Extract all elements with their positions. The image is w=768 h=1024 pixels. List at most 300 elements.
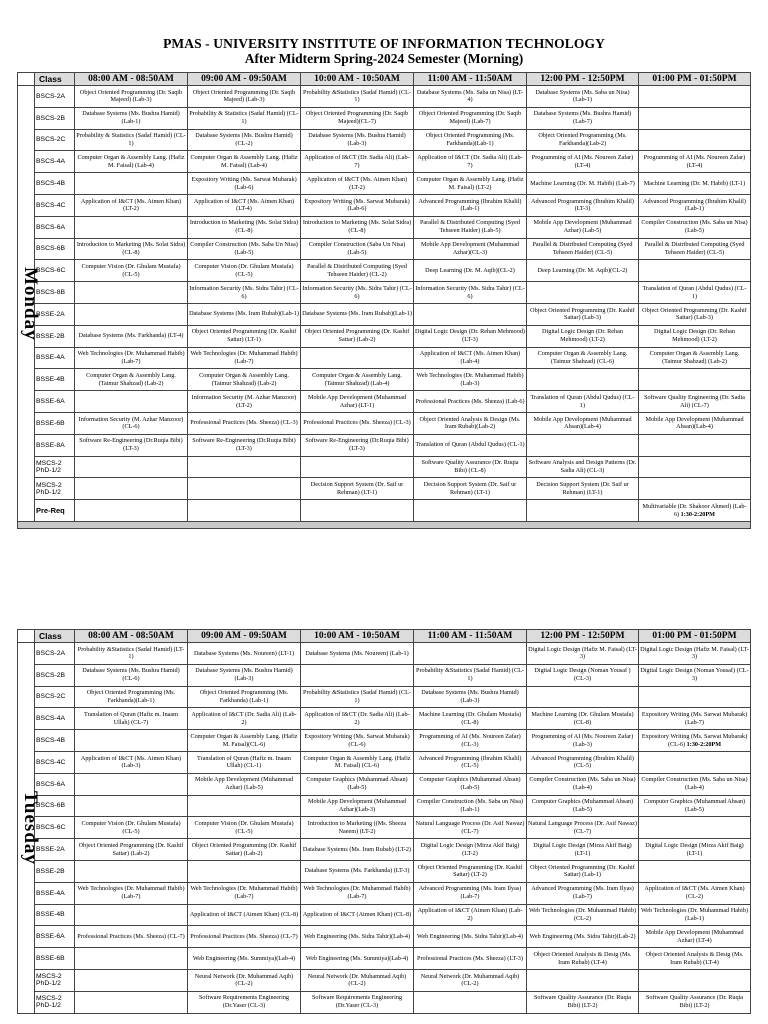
course-cell: Expository Writing (Ms. Sarwat Mubarak) (Lab-7) (639, 708, 751, 730)
course-cell (188, 860, 301, 882)
course-cell (527, 282, 639, 304)
course-cell: Database Systems (Ms. Bushra Hamid) (Lab-1) (75, 107, 188, 129)
page-title: PMAS - UNIVERSITY INSTITUTE OF INFORMATION TECHNOLOGY (163, 36, 605, 51)
course-cell (639, 456, 751, 478)
course-cell: Information Security (Ms. Sidra Tahir) (CL-6) (301, 282, 414, 304)
course-cell: Decision Support System (Dr. Saif ur Rehman) (LT-1) (527, 478, 639, 500)
table-row (18, 751, 751, 773)
course-cell: Application of I&CT (Ms. Aimen Khan) (LT-2) (75, 194, 188, 216)
course-cell: Digital Logic Design (Hafiz M. Faisal) (LT-3) (639, 643, 751, 665)
course-cell: Object Oriented Programming (Dr. Saqib Majeed) (Lab-3) (75, 86, 188, 108)
course-cell: Application of I&CT (Aimen Khan) (CL-8) (188, 904, 301, 926)
table-row (18, 282, 751, 304)
timetable-tuesday (17, 629, 751, 1014)
column-header-slot: 12:00 PM - 12:50PM (527, 73, 639, 86)
course-cell: Digital Logic Design (Noman Yousaf ) (CL-3) (527, 664, 639, 686)
course-cell: Object Oriented Programming (Ms. Farkhanda)(Lab-1) (75, 686, 188, 708)
corner-cell (18, 73, 35, 86)
course-cell: Parallel & Distributed Computing (Syed Tehseen Haider) (Lab-5) (414, 216, 527, 238)
course-cell: Object Oriented Programming (Dr. Kashif Sattar) (LT-1) (188, 325, 301, 347)
course-cell: Object Oriented Programming (Dr. Saqib Majeed) (Lab-3) (188, 86, 301, 108)
course-cell: Mobile App Development (Muhammad Azhar) (LT-1) (301, 391, 414, 413)
course-cell: Database Systems (Ms. Bushra Hamid) (CL-6) (75, 664, 188, 686)
class-name: BSCS-2B (35, 107, 75, 129)
course-cell: Computer Graphics (Muhammad Ahsan) (Lab-5) (301, 773, 414, 795)
class-name: BSSE-4A (35, 347, 75, 369)
course-cell: Neural Network (Dr. Muhammad Aqib) (CL-2) (414, 969, 527, 991)
course-cell: Software Re-Engineering (Dr.Ruqia Bibi) (LT-3) (188, 434, 301, 456)
course-cell: Expository Writing (Ms. Sarwat Mubarak)(Lab-6) (301, 194, 414, 216)
course-cell: Web Engineering (Ms. Summiya)(Lab-4) (301, 948, 414, 970)
course-cell: Advanced Programming (Ibrahim Khalil) (Lab-1) (414, 194, 527, 216)
course-cell: Advanced Programming (Ibrahim Khalil) (CL-5) (414, 751, 527, 773)
course-cell (639, 86, 751, 108)
course-cell: Professional Practices (Ms. Sheeza) (CL-3) (301, 412, 414, 434)
course-cell: Mobile App Development (Muhammad Azhar)(CL-3) (414, 238, 527, 260)
course-cell (639, 260, 751, 282)
course-cell: Expository Writing (Ms. Sarwat Mubarak) (Lab-6) (188, 173, 301, 195)
course-cell (75, 969, 188, 991)
course-cell: Web Technologies (Dr. Muhammad Habib) (Lab-7) (188, 882, 301, 904)
course-cell: Programming of AI (Ms. Noureen Zafar) (LT-4) (527, 151, 639, 173)
table-row (18, 817, 751, 839)
course-cell: Translation of Quran (Abdul Qudus) (CL-1) (639, 282, 751, 304)
course-cell: Object Oriented Programming (Dr. Kashif Sattar) (Lab-2) (188, 839, 301, 861)
class-name: BSCS-2A (35, 643, 75, 665)
course-cell: Web Engineering (Ms. Sidra Tahir)(Lab-2) (527, 926, 639, 948)
course-cell: Decision Support System (Dr. Saif ur Rehman) (LT-1) (301, 478, 414, 500)
course-cell: Application of I&CT (Dr. Sadia Ali) (Lab-2) (188, 708, 301, 730)
column-header-class: Class (35, 630, 75, 643)
course-cell: Object Oriented Analysis & Desig (Ms. Iram Rubab) (LT-4) (639, 948, 751, 970)
course-cell: Web Technologies (Dr. Muhammad Habib) (CL-2) (527, 904, 639, 926)
table-row (18, 434, 751, 456)
course-cell: Computer Organ & Assembly Lang. (Taimur Shahzad) (Lab-2) (188, 369, 301, 391)
course-cell: Computer Organ & Assembly Lang. (Hafiz M. Faisal) (LT-2) (414, 173, 527, 195)
course-cell: Computer Graphics (Muhammad Ahsan) (Lab-5) (527, 795, 639, 817)
table-row (18, 194, 751, 216)
course-cell: Compiler Construction (Ms. Saba un Nisa) (Lab-4) (639, 773, 751, 795)
class-name: BSSE-6B (35, 412, 75, 434)
course-cell: Parallel & Distributed Computing (Syed Tehseen Haider) (CL-2) (301, 260, 414, 282)
course-cell: Natural Language Process (Dr. Asif Nawaz) (CL-7) (414, 817, 527, 839)
course-cell (75, 282, 188, 304)
course-cell: Application of I&CT (Aimen Khan) (Lab-2) (414, 904, 527, 926)
course-cell: Information Security (M. Azhar Manzoor) (CL-6) (75, 412, 188, 434)
course-cell: Advanced Programming (Ms. Iram Ilyas) (Lab-7) (414, 882, 527, 904)
course-cell: Probability &Statistics (Sadaf Hamid) (LT-1) (75, 643, 188, 665)
table-row (18, 478, 751, 500)
column-header-slot: 01:00 PM - 01:50PM (639, 630, 751, 643)
course-cell: Probability & Statistics (Sadaf Hamid) (CL-1) (188, 107, 301, 129)
course-cell: Decision Support System (Dr. Saif ur Rehman) (LT-1) (414, 478, 527, 500)
course-cell: Machine Learning (Dr. M. Habib) (Lab-7) (527, 173, 639, 195)
course-cell: Software Re-Engineering (Dr.Ruqia Bibi) (LT-3) (75, 434, 188, 456)
table-row (18, 151, 751, 173)
course-cell: Computer Vision (Dr. Ghulam Mustafa) (CL-5) (188, 817, 301, 839)
course-cell (75, 500, 188, 522)
course-cell: Machine Learning (Dr. Ghulam Mustafa) (CL-8) (414, 708, 527, 730)
course-cell: Translation of Quran (Hafiz m. Inaam Ullah) (CL-7) (75, 708, 188, 730)
class-name: BSSE-8A (35, 434, 75, 456)
course-cell: Translation of Quran (Abdul Qudus) (CL-1) (527, 391, 639, 413)
course-cell (414, 643, 527, 665)
course-cell: Digital Logic Design (Mirza Akif Baig) (LT-1) (527, 839, 639, 861)
course-cell: Professional Practices (Ms. Sheeza) (CL-7) (75, 926, 188, 948)
column-header-slot: 09:00 AM - 09:50AM (188, 73, 301, 86)
class-name: BSSE-6A (35, 926, 75, 948)
course-cell: Introduction to Marketing (Ms. Solat Sidra) (CL-8) (188, 216, 301, 238)
course-cell: Computer Organ & Assembly Lang. (Hafiz M. Faisal)(CL-6) (188, 730, 301, 752)
course-cell: Software Quality Assurance (Dr. Ruqia Bibi) (LT-2) (639, 991, 751, 1013)
course-cell: Object Oriented Programming (Dr. Kashif Sattar) (Lab-3) (639, 303, 751, 325)
course-cell: Probability & Statistics (Sadaf Hamid) (CL-1) (75, 129, 188, 151)
class-name: BSCS-2C (35, 686, 75, 708)
course-cell: Programming of AI (Ms. Noureen Zafar) (Lab-3) (527, 730, 639, 752)
table-row (18, 456, 751, 478)
course-cell: Object Oriented Programming (Dr. Saqib Majeed)(CL-7) (301, 107, 414, 129)
table-row (18, 107, 751, 129)
course-cell: Advanced Programming (Ibrahim Khalil) (Lab-1) (639, 194, 751, 216)
course-cell: Object Oriented Programming (Dr. Saqib Majeed) (Lab-7) (414, 107, 527, 129)
course-cell (527, 686, 639, 708)
course-cell: Expository Writing (Ms. Sarwat Mubarak) (CL-6) 1:30-2:20PM (639, 730, 751, 752)
course-cell (414, 500, 527, 522)
column-header-slot: 08:00 AM - 08:50AM (75, 630, 188, 643)
table-row (18, 860, 751, 882)
course-cell: Digital Logic Design (Dr. Rehan Mehmood) (LT-2) (527, 325, 639, 347)
course-cell: Database Systems (Ms. Bushra Hamid) (CL-2) (188, 129, 301, 151)
course-cell: Database Systems (Ms. Bushra Hamid) (Lab-3) (301, 129, 414, 151)
column-header-slot: 11:00 AM - 11:50AM (414, 73, 527, 86)
course-cell: Digital Logic Design (Dr. Rehan Mehmood) (LT-3) (414, 325, 527, 347)
course-cell: Probability &Statistics (Sadaf Hamid) (CL-1) (414, 664, 527, 686)
course-cell (527, 969, 639, 991)
course-cell: Deep Learning (Dr. M. Aqib)(CL-2) (527, 260, 639, 282)
course-cell: Database Systems (Ms. Farkhanda) (LT-3) (301, 860, 414, 882)
table-row (18, 173, 751, 195)
class-name: BSCS-8B (35, 282, 75, 304)
course-cell (639, 434, 751, 456)
class-name: BSSE-4B (35, 369, 75, 391)
course-cell: Mobile App Development (Muhammad Azhar) (LT-4) (639, 926, 751, 948)
course-cell: Application of I&CT (Dr. Sadia Ali) (Lab-7) (301, 151, 414, 173)
course-cell: Object Oriented Programming (Dr. Kashif Sattar) (Lab-3) (527, 303, 639, 325)
course-cell (75, 860, 188, 882)
course-cell (639, 478, 751, 500)
course-cell: Web Technologies (Dr. Muhammad Habib) (Lab-7) (75, 882, 188, 904)
course-cell (75, 730, 188, 752)
course-cell (639, 969, 751, 991)
course-cell: Database Systems (Ms. Iram Rubab) (LT-2) (301, 839, 414, 861)
table-row (18, 795, 751, 817)
course-cell: Digital Logic Design (Mirza Akif Baig) (LT-2) (414, 839, 527, 861)
course-cell: Probability &Statistics (Sadaf Hamid) (CL-1) (301, 686, 414, 708)
course-cell (527, 500, 639, 522)
course-cell: Digital Logic Design (Dr. Rehan Mehmood) (LT-2) (639, 325, 751, 347)
class-name: BSCS-4B (35, 173, 75, 195)
course-cell: Application of I&CT (Ms. Aimen Khan) (LT-2) (301, 173, 414, 195)
class-name: BSSE-2B (35, 860, 75, 882)
course-cell: Object Oriented Programming (Ms. Farkhanda)(Lab-1) (414, 129, 527, 151)
class-name: Pre-Req (35, 500, 75, 522)
class-name: BSCS-2B (35, 664, 75, 686)
table-row (18, 948, 751, 970)
course-cell: Compiler Construction (Saba Un Nisa) (Lab-5) (301, 238, 414, 260)
course-cell (188, 478, 301, 500)
course-cell: Information Security (Ms. Sidra Tahir) (CL-6) (188, 282, 301, 304)
course-cell: Database Systems (Ms. Noureen) (LT-1) (188, 643, 301, 665)
course-cell: Computer Organ & Assembly Lang. (Hafiz M. Faisal) (Lab-4) (188, 151, 301, 173)
course-cell (639, 129, 751, 151)
class-name: BSSE-4B (35, 904, 75, 926)
course-cell: Deep Learning (Dr. M. Aqib)(CL-2) (414, 260, 527, 282)
table-row (18, 86, 751, 108)
course-cell: Software Quality Assurance (Dr. Ruqia Bibi) (LT-2) (527, 991, 639, 1013)
course-cell: Object Oriented Analysis & Desig (Ms. Iram Rubab) (LT-4) (527, 948, 639, 970)
course-cell: Digital Logic Design (Noman Yousaf) (CL-3) (639, 664, 751, 686)
class-name: BSSE-4A (35, 882, 75, 904)
course-cell (75, 216, 188, 238)
table-row (18, 882, 751, 904)
table-row (18, 904, 751, 926)
course-cell: Application of I&CT (Aimen Khan) (CL-8) (301, 904, 414, 926)
course-cell: Computer Vision (Dr. Ghulam Mustafa) (CL-5) (75, 260, 188, 282)
class-name: MSCS-2 PhD-1/2 (35, 478, 75, 500)
course-cell: Database Systems (Ms. Iram Rubab)(Lab-1) (301, 303, 414, 325)
header-row (18, 630, 751, 643)
table-row (18, 686, 751, 708)
corner-cell (18, 630, 35, 643)
course-cell: Computer Organ & Assembly Lang. (Taimur Shahzad) (CL-6) (527, 347, 639, 369)
course-cell (639, 686, 751, 708)
table-row (18, 369, 751, 391)
course-cell (75, 391, 188, 413)
course-cell (639, 817, 751, 839)
class-name: BSCS-2A (35, 86, 75, 108)
course-cell (301, 456, 414, 478)
class-name: BSSE-6A (35, 391, 75, 413)
course-cell (414, 303, 527, 325)
course-cell: Database Systems (Ms. Bushra Hamid) (Lab-3) (414, 686, 527, 708)
class-name: BSCS-2C (35, 129, 75, 151)
course-cell: Software Re-Engineering (Dr.Ruqia Bibi) (LT-3) (301, 434, 414, 456)
class-name: MSCS-2 PhD-1/2 (35, 991, 75, 1013)
course-cell (414, 991, 527, 1013)
table-row (18, 500, 751, 522)
course-cell: Professional Practices (Ms. Sheeza) (CL-3) (188, 412, 301, 434)
table-row (18, 325, 751, 347)
day-label (18, 643, 41, 1014)
course-cell: Compiler Construction (Ms. Saba un Nisa) (Lab-4) (527, 773, 639, 795)
course-cell (639, 860, 751, 882)
course-cell: Mobile App Development (Muhammad Azhar) (Lab-5) (188, 773, 301, 795)
class-name: BSCS-6C (35, 260, 75, 282)
class-name: MSCS-2 PhD-1/2 (35, 456, 75, 478)
course-cell: Introduction to Marketing ((Ms. Sheeza Naeem) (LT-2) (301, 817, 414, 839)
course-cell: Computer Graphics (Muhammad Ahsan) (Lab-5) (414, 773, 527, 795)
course-cell (75, 795, 188, 817)
course-cell: Parallel & Distributed Computing (Syed Tehseen Haider) (CL-5) (527, 238, 639, 260)
course-cell: Application of I&CT (Ms. Aimen Khan) (Lab-3) (75, 751, 188, 773)
course-cell: Computer Organ & Assembly Lang. (Hafiz M. Faisal) (CL-6) (301, 751, 414, 773)
course-cell (75, 303, 188, 325)
course-cell: Software Analysis and Design Patterns (Dr. Sadia Ali) (CL-3) (527, 456, 639, 478)
column-header-slot: 11:00 AM - 11:50AM (414, 630, 527, 643)
course-cell: Application of I&CT (Dr. Sadia Ali) (Lab-2) (301, 708, 414, 730)
course-cell: Mobile App Development (Muhammad Azhar)(Lab-3) (301, 795, 414, 817)
table-row (18, 991, 751, 1013)
table-row (18, 730, 751, 752)
course-cell: Object Oriented Programming (Dr. Kashif Sattar) (LT-2) (414, 860, 527, 882)
course-cell: Professional Practices (Ms. Sheeza) (LT-3) (414, 948, 527, 970)
course-cell: Machine Learning (Dr. Ghulam Mustafa) (CL-8) (527, 708, 639, 730)
course-cell (75, 456, 188, 478)
course-cell (301, 347, 414, 369)
course-cell: Software Requirements Engineering (Dr.Yaser (CL-3) (301, 991, 414, 1013)
class-name: BSCS-4C (35, 194, 75, 216)
column-header-slot: 10:00 AM - 10:50AM (301, 73, 414, 86)
table-row (18, 347, 751, 369)
course-cell: Web Engineering (Ms. Sidra Tahir)(Lab-4) (414, 926, 527, 948)
table-row (18, 773, 751, 795)
course-cell: Database Systems (Ms. Bushra Hamid) (Lab-7) (527, 107, 639, 129)
course-cell: Computer Organ & Assembly Lang. (Taimur Shahzad) (Lab-4) (301, 369, 414, 391)
course-cell: Software Quality Engineering (Dr. Sadia Ali) (CL-7) (639, 391, 751, 413)
course-cell: Expository Writing (Ms. Sarwat Mubarak) (CL-6) (301, 730, 414, 752)
table-row (18, 708, 751, 730)
column-header-slot: 09:00 AM - 09:50AM (188, 630, 301, 643)
course-cell: Translation of Quran (Hafiz m. Inaam Ullah) (CL-1) (188, 751, 301, 773)
table-row (18, 303, 751, 325)
class-name: BSCS-4A (35, 708, 75, 730)
table-row (18, 969, 751, 991)
table-row (18, 643, 751, 665)
course-cell: Information Security (Ms. Sidra Tahir) (CL-6) (414, 282, 527, 304)
course-cell (639, 369, 751, 391)
course-cell (639, 751, 751, 773)
course-cell: Mobile App Development (Muhammad Ahsan)(Lab-4) (639, 412, 751, 434)
course-cell: Computer Vision (Dr. Ghulam Mustafa) (CL-5) (188, 260, 301, 282)
day-label (18, 86, 41, 522)
course-cell: Web Technologies (Dr. Muhammad Habib) (Lab-7) (188, 347, 301, 369)
class-name: BSSE-6B (35, 948, 75, 970)
course-cell: Advanced Programming (Ibrahim Khalil) (LT-3) (527, 194, 639, 216)
course-cell: Natural Language Process (Dr. Asif Nawaz) (CL-7) (527, 817, 639, 839)
course-cell: Mobile App Development (Muhammad Ahsan)(Lab-4) (527, 412, 639, 434)
table-row (18, 926, 751, 948)
course-cell (527, 434, 639, 456)
course-cell (301, 664, 414, 686)
course-cell: Parallel & Distributed Computing (Syed Tehseen Haider) (CL-5) (639, 238, 751, 260)
course-cell (75, 478, 188, 500)
header (0, 36, 768, 66)
class-name: BSCS-6B (35, 238, 75, 260)
course-cell: Web Technologies (Dr. Muhammad Habib) (Lab-1) (639, 904, 751, 926)
class-name: MSCS-2 PhD-1/2 (35, 969, 75, 991)
column-header-slot: 08:00 AM - 08:50AM (75, 73, 188, 86)
class-name: BSCS-6A (35, 216, 75, 238)
course-cell: Web Technologies (Dr. Muhammad Habib) (Lab-7) (301, 882, 414, 904)
class-name: BSCS-6A (35, 773, 75, 795)
course-cell (75, 904, 188, 926)
course-cell: Professional Practices (Ms. Sheeza) (CL-7) (188, 926, 301, 948)
day-name: Monday (20, 266, 41, 341)
table-row (18, 238, 751, 260)
timetable-monday (17, 72, 751, 529)
course-cell: Web Technologies (Dr. Muhammad Habib) (Lab-7) (75, 347, 188, 369)
course-cell: Database Systems (Ms. Saba un Nisa) (Lab-1) (527, 86, 639, 108)
course-cell: Digital Logic Design (Mirza Akif Baig) (LT-1) (639, 839, 751, 861)
course-cell: Software Requirements Engineering (Dr.Yaser (CL-3) (188, 991, 301, 1013)
course-cell (75, 948, 188, 970)
course-cell: Advanced Programming (Ibrahim Khalil) (CL-5) (527, 751, 639, 773)
course-cell: Database Systems (Ms. Farkhanda) (LT-4) (75, 325, 188, 347)
course-cell: Web Engineering (Ms. Summiya)(Lab-4) (188, 948, 301, 970)
header-row (18, 73, 751, 86)
table-row (18, 260, 751, 282)
course-cell: Translation of Quran (Abdul Qudus) (CL-1) (414, 434, 527, 456)
class-name: BSSE-2B (35, 325, 75, 347)
page-subtitle: After Midterm Spring-2024 Semester (Morning) (244, 51, 524, 66)
course-cell: Application of I&CT (Ms. Aimen Khan) (LT-4) (188, 194, 301, 216)
course-cell: Machine Learning (Dr. M. Habib) (LT-1) (639, 173, 751, 195)
course-cell: Object Oriented Programming (Ms. Farkhanda)(Lab-2) (527, 129, 639, 151)
class-name: BSCS-4C (35, 751, 75, 773)
table-row (18, 839, 751, 861)
course-cell: Information Security (M. Azhar Manzoor) (LT-2) (188, 391, 301, 413)
course-cell: Database Systems (Ms. Iram Rubab)(Lab-1) (188, 303, 301, 325)
course-cell: Application of I&CT (Ms. Aimen Khan) (Lab-4) (414, 347, 527, 369)
course-cell: Mobile App Development (Muhammad Azhar) (Lab-5) (527, 216, 639, 238)
course-cell: Compiler Construction (Ms. Saba un Nisa) (Lab-5) (639, 216, 751, 238)
course-cell (75, 173, 188, 195)
course-cell: Digital Logic Design (Hafiz M. Faisal) (LT-3) (527, 643, 639, 665)
course-cell: Computer Graphics (Muhammad Ahsan) (Lab-5) (639, 795, 751, 817)
class-name: BSSE-2A (35, 303, 75, 325)
course-cell: Introduction to Marketing (Ms. Solat Sidra) (CL-8) (301, 216, 414, 238)
course-cell: Computer Organ & Assembly Lang. (Taimur Shahzad) (Lab-2) (639, 347, 751, 369)
table-row (18, 391, 751, 413)
course-cell: Web Engineering (Ms. Sidra Tahir)(Lab-4) (301, 926, 414, 948)
class-name: BSSE-2A (35, 839, 75, 861)
course-cell (527, 369, 639, 391)
table-row (18, 664, 751, 686)
separator-bar (18, 521, 751, 528)
course-cell: Multivariable (Dr. Shakoor Ahmed) (Lab-6) 1:30-2:20PM (639, 500, 751, 522)
course-cell: Programming of AI (Ms. Noureen Zafar) (LT-4) (639, 151, 751, 173)
course-cell: Computer Organ & Assembly Lang. (Hafiz M. Faisal) (Lab-4) (75, 151, 188, 173)
class-name: BSCS-6C (35, 817, 75, 839)
table-row (18, 216, 751, 238)
course-cell: Compiler Construction (Ms. Saba un Nisa) (Lab-1) (414, 795, 527, 817)
column-header-slot: 10:00 AM - 10:50AM (301, 630, 414, 643)
class-name: BSCS-6B (35, 795, 75, 817)
day-name: Tuesday (20, 790, 41, 865)
course-cell: Advanced Programming (Ms. Iram Ilyas) (Lab-7) (527, 882, 639, 904)
course-cell: Introduction to Marketing (Ms. Solat Sidra) (CL-8) (75, 238, 188, 260)
course-cell (75, 991, 188, 1013)
course-cell: Computer Vision (Dr. Ghulam Mustafa) (CL-5) (75, 817, 188, 839)
class-name: BSCS-4A (35, 151, 75, 173)
course-cell (188, 456, 301, 478)
course-cell: Application of I&CT (Ms. Aimen Khan) (CL-2) (639, 882, 751, 904)
class-name: BSCS-4B (35, 730, 75, 752)
course-cell: Object Oriented Programming (Dr. Kashif Sattar) (Lab-2) (75, 839, 188, 861)
course-cell: Web Technologies (Dr. Muhammad Habib) (Lab-3) (414, 369, 527, 391)
course-cell: Programming of AI (Ms. Noureen Zafar) (CL-3) (414, 730, 527, 752)
column-header-class: Class (35, 73, 75, 86)
